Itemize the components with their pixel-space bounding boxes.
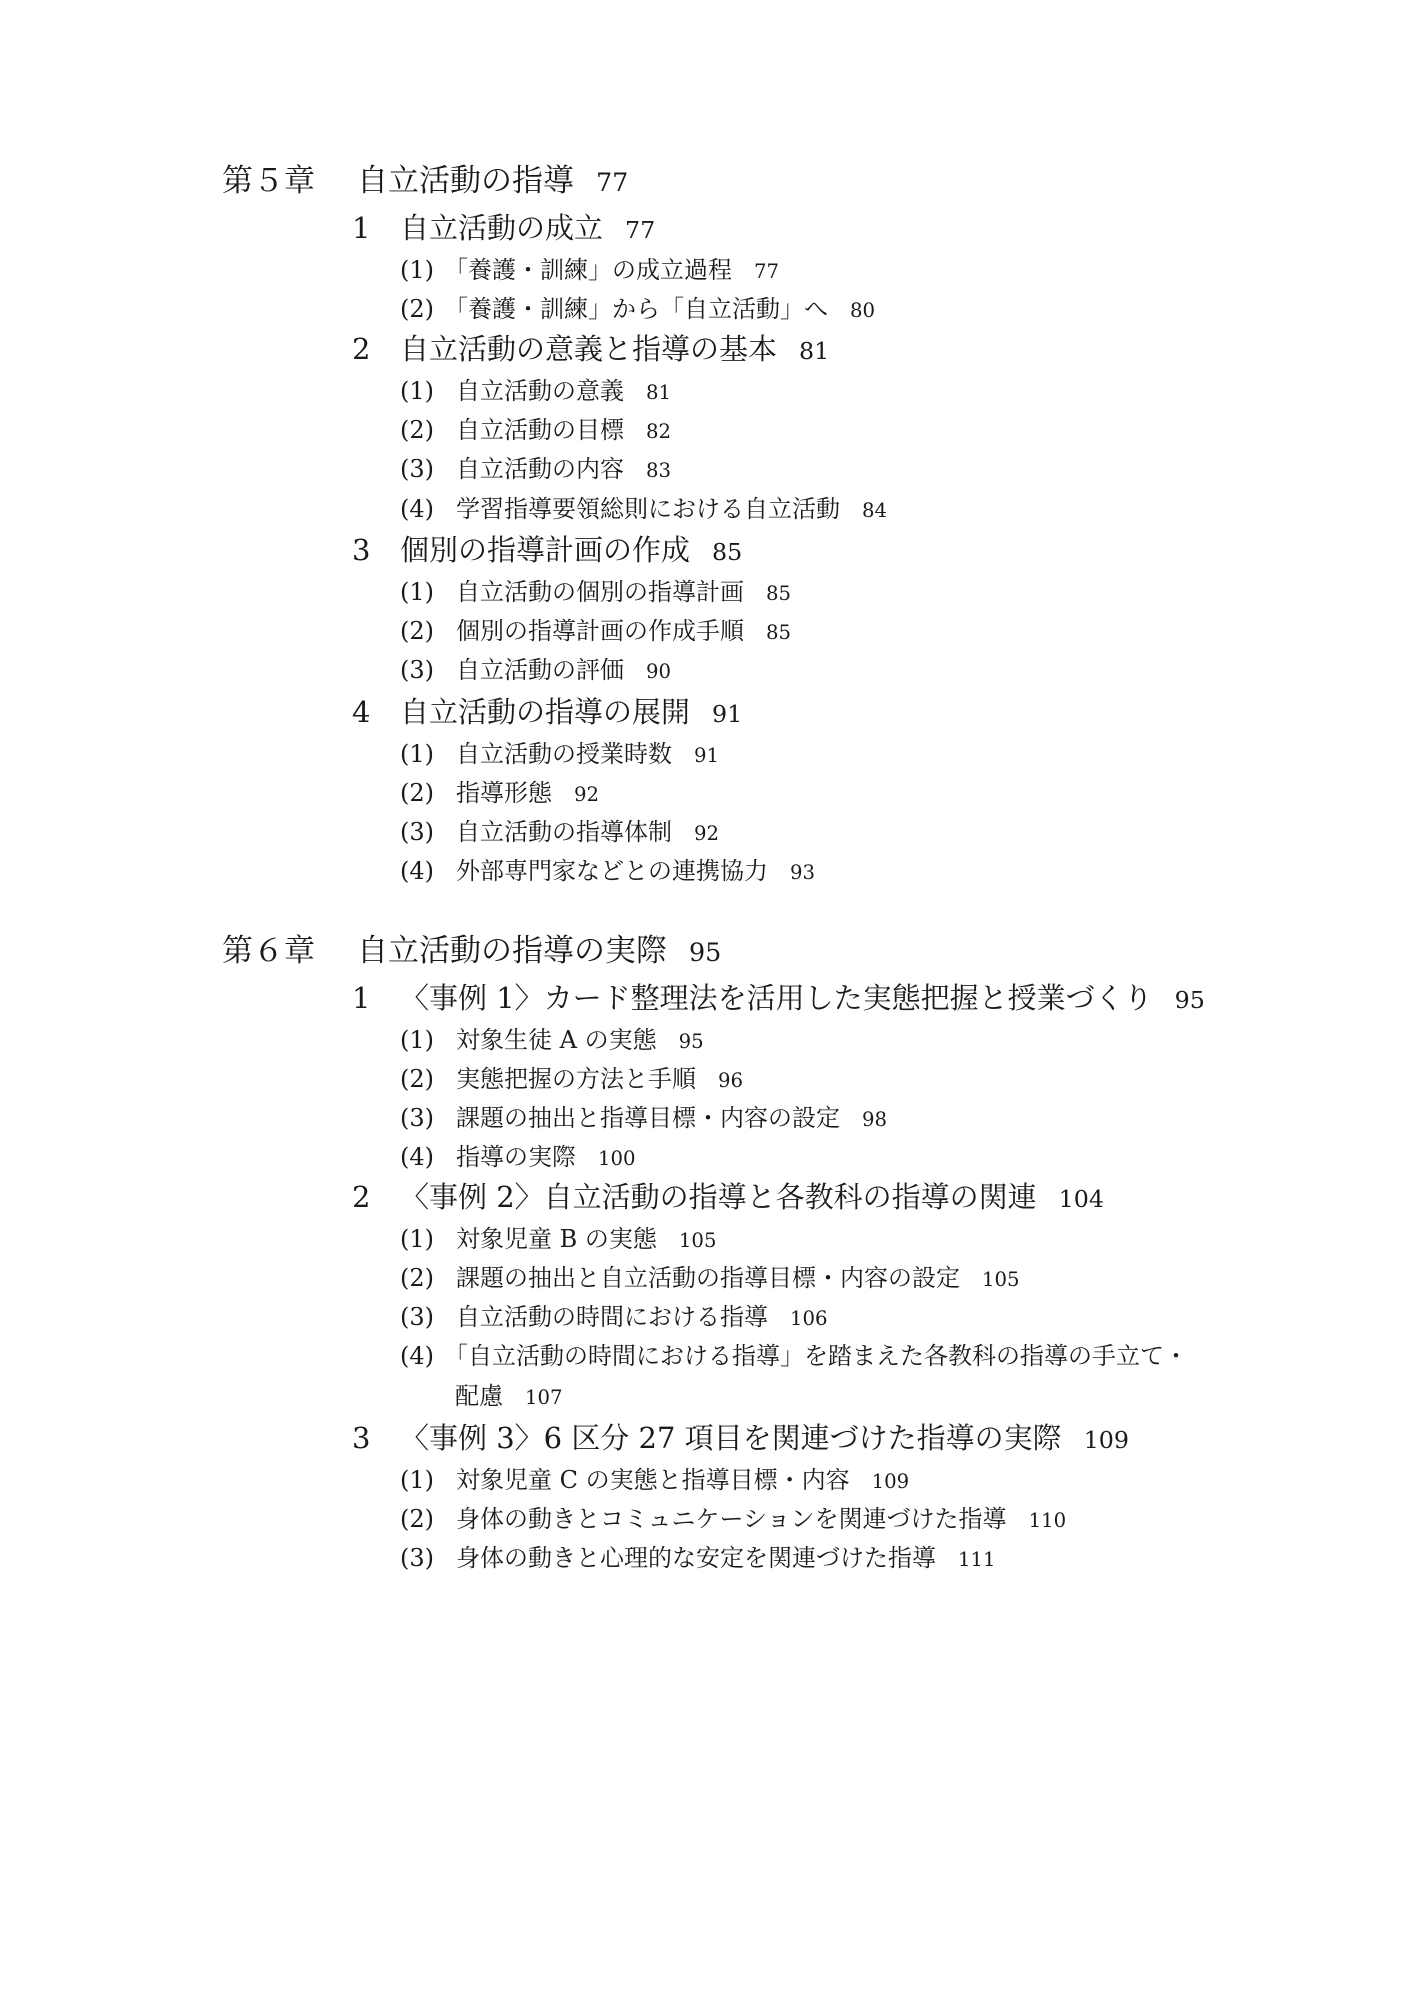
item-6-2-3 bbox=[400, 1305, 828, 1329]
item-number: (1) bbox=[400, 1026, 434, 1054]
item-title: 自立活動の目標 bbox=[456, 416, 624, 444]
item-6-1-1 bbox=[400, 1028, 704, 1052]
item-title: 自立活動の意義 bbox=[456, 377, 624, 405]
item-6-3-3 bbox=[400, 1546, 996, 1570]
item-title: 外部専門家などとの連携協力 bbox=[456, 857, 768, 885]
item-number: (3) bbox=[400, 1544, 434, 1572]
item-number: (4) bbox=[400, 1143, 434, 1171]
page-number: 83 bbox=[646, 459, 672, 482]
item-number: (1) bbox=[400, 256, 434, 284]
page-number: 110 bbox=[1028, 1509, 1067, 1532]
page-number: 92 bbox=[694, 822, 720, 845]
item-title: 身体の動きとコミュニケーションを関連づけた指導 bbox=[456, 1505, 1007, 1533]
item-title: 対象生徒 A の実態 bbox=[456, 1026, 657, 1054]
item-number: (3) bbox=[400, 455, 434, 483]
page-number: 104 bbox=[1058, 1185, 1105, 1213]
item-number: (3) bbox=[400, 1104, 434, 1132]
page-number: 105 bbox=[982, 1268, 1020, 1291]
item-number: (4) bbox=[400, 1342, 434, 1370]
item-5-1-1 bbox=[400, 258, 779, 282]
item-number: (2) bbox=[400, 1065, 434, 1093]
chapter-title: 自立活動の指導 bbox=[357, 163, 574, 199]
item-6-2-2 bbox=[400, 1266, 1020, 1290]
section-title: 〈事例 3〉6 区分 27 項目を関連づけた指導の実際 bbox=[400, 1421, 1062, 1455]
item-title: 自立活動の時間における指導 bbox=[456, 1303, 768, 1331]
item-5-4-4 bbox=[400, 859, 815, 883]
item-5-2-3 bbox=[400, 457, 671, 481]
item-title: 学習指導要領総則における自立活動 bbox=[456, 495, 840, 523]
item-6-3-2 bbox=[400, 1507, 1066, 1531]
chapter-5-heading bbox=[222, 163, 629, 199]
item-6-3-1 bbox=[400, 1468, 909, 1492]
item-number: (2) bbox=[400, 295, 434, 323]
page-number: 90 bbox=[646, 660, 672, 683]
item-title: 課題の抽出と自立活動の指導目標・内容の設定 bbox=[456, 1264, 960, 1292]
page-number: 77 bbox=[596, 167, 629, 197]
item-title: 「養護・訓練」の成立過程 bbox=[444, 256, 732, 284]
item-title: 指導形態 bbox=[456, 779, 552, 807]
item-number: (1) bbox=[400, 740, 434, 768]
item-title: 自立活動の個別の指導計画 bbox=[456, 578, 744, 606]
item-title: 身体の動きと心理的な安定を関連づけた指導 bbox=[456, 1544, 936, 1572]
item-number: (4) bbox=[400, 495, 434, 523]
item-number: (2) bbox=[400, 617, 434, 645]
item-title: 「自立活動の時間における指導」を踏まえた各教科の指導の手立て・ bbox=[444, 1342, 1188, 1370]
section-title: 自立活動の成立 bbox=[400, 211, 604, 245]
page-number: 92 bbox=[574, 783, 600, 806]
item-5-2-2 bbox=[400, 418, 671, 442]
item-6-1-2 bbox=[400, 1067, 743, 1091]
item-title: 自立活動の内容 bbox=[456, 455, 624, 483]
item-5-3-3 bbox=[400, 658, 671, 682]
section-5-2 bbox=[352, 332, 830, 366]
chapter-number: 第５章 bbox=[222, 163, 315, 199]
item-number: (2) bbox=[400, 416, 434, 444]
item-5-4-1 bbox=[400, 742, 719, 766]
item-title: 対象児童 C の実態と指導目標・内容 bbox=[456, 1466, 850, 1494]
item-6-1-3 bbox=[400, 1106, 887, 1130]
page-number: 85 bbox=[766, 582, 792, 605]
page-number: 111 bbox=[958, 1548, 996, 1571]
item-title: 実態把握の方法と手順 bbox=[456, 1065, 696, 1093]
section-number: 2 bbox=[352, 1180, 371, 1214]
section-5-4 bbox=[352, 695, 743, 729]
chapter-6-heading bbox=[222, 933, 722, 969]
item-number: (2) bbox=[400, 1264, 434, 1292]
item-5-4-3 bbox=[400, 820, 719, 844]
item-number: (4) bbox=[400, 857, 434, 885]
item-number: (3) bbox=[400, 818, 434, 846]
item-number: (1) bbox=[400, 578, 434, 606]
section-number: 1 bbox=[352, 981, 371, 1015]
page-number: 95 bbox=[678, 1030, 704, 1053]
section-title: 〈事例 1〉カード整理法を活用した実態把握と授業づくり bbox=[400, 981, 1153, 1015]
item-6-2-4 bbox=[400, 1344, 1188, 1368]
item-6-2-1 bbox=[400, 1227, 716, 1251]
section-title: 自立活動の意義と指導の基本 bbox=[400, 332, 778, 366]
page-number: 77 bbox=[625, 216, 656, 244]
page-number: 93 bbox=[790, 861, 816, 884]
section-6-2 bbox=[352, 1180, 1105, 1214]
section-6-1 bbox=[352, 981, 1205, 1015]
chapter-number: 第６章 bbox=[222, 933, 315, 969]
item-title: 自立活動の指導体制 bbox=[456, 818, 672, 846]
item-6-1-4 bbox=[400, 1145, 636, 1169]
page-number: 95 bbox=[1174, 986, 1205, 1014]
page-number: 109 bbox=[1083, 1426, 1130, 1454]
section-title: 〈事例 2〉自立活動の指導と各教科の指導の関連 bbox=[400, 1180, 1037, 1214]
page-number: 82 bbox=[646, 420, 672, 443]
item-number: (3) bbox=[400, 1303, 434, 1331]
item-5-3-1 bbox=[400, 580, 791, 604]
page-number: 98 bbox=[862, 1108, 888, 1131]
section-number: 3 bbox=[352, 533, 371, 567]
item-number: (3) bbox=[400, 656, 434, 684]
item-title: 対象児童 B の実態 bbox=[456, 1225, 657, 1253]
item-title: 課題の抽出と指導目標・内容の設定 bbox=[456, 1104, 840, 1132]
page-number: 100 bbox=[598, 1147, 636, 1170]
item-5-3-2 bbox=[400, 619, 791, 643]
section-6-3 bbox=[352, 1421, 1130, 1455]
page-number: 105 bbox=[678, 1229, 717, 1252]
section-number: 3 bbox=[352, 1421, 371, 1455]
section-title: 自立活動の指導の展開 bbox=[400, 695, 691, 729]
section-number: 2 bbox=[352, 332, 371, 366]
item-number: (2) bbox=[400, 1505, 434, 1533]
item-6-2-4-continuation bbox=[455, 1384, 563, 1408]
section-5-3 bbox=[352, 533, 743, 567]
chapter-title: 自立活動の指導の実際 bbox=[357, 933, 667, 969]
section-title: 個別の指導計画の作成 bbox=[400, 533, 691, 567]
item-5-4-2 bbox=[400, 781, 599, 805]
page-number: 81 bbox=[646, 381, 672, 404]
item-title: 「養護・訓練」から「自立活動」へ bbox=[444, 295, 828, 323]
item-number: (1) bbox=[400, 1225, 434, 1253]
item-title: 自立活動の授業時数 bbox=[456, 740, 672, 768]
item-5-2-4 bbox=[400, 497, 887, 521]
section-number: 4 bbox=[352, 695, 371, 729]
item-title: 自立活動の評価 bbox=[456, 656, 624, 684]
item-5-2-1 bbox=[400, 379, 671, 403]
item-number: (2) bbox=[400, 779, 434, 807]
section-number: 1 bbox=[352, 211, 371, 245]
page-number: 91 bbox=[712, 700, 743, 728]
item-5-1-2 bbox=[400, 297, 875, 321]
page-number: 81 bbox=[799, 337, 830, 365]
page-number: 85 bbox=[766, 621, 792, 644]
page-number: 95 bbox=[689, 937, 722, 967]
page-number: 109 bbox=[871, 1470, 910, 1493]
page-number: 107 bbox=[525, 1386, 563, 1409]
item-number: (1) bbox=[400, 377, 434, 405]
section-5-1 bbox=[352, 211, 656, 245]
page-number: 96 bbox=[718, 1069, 744, 1092]
page-number: 106 bbox=[790, 1307, 828, 1330]
item-number: (1) bbox=[400, 1466, 434, 1494]
page-number: 85 bbox=[712, 538, 743, 566]
page-number: 80 bbox=[850, 299, 876, 322]
item-title: 個別の指導計画の作成手順 bbox=[456, 617, 744, 645]
page-number: 84 bbox=[862, 499, 888, 522]
page-number: 77 bbox=[754, 260, 780, 283]
page-number: 91 bbox=[694, 744, 720, 767]
item-title-continuation: 配慮 bbox=[455, 1382, 503, 1410]
item-title: 指導の実際 bbox=[456, 1143, 576, 1171]
